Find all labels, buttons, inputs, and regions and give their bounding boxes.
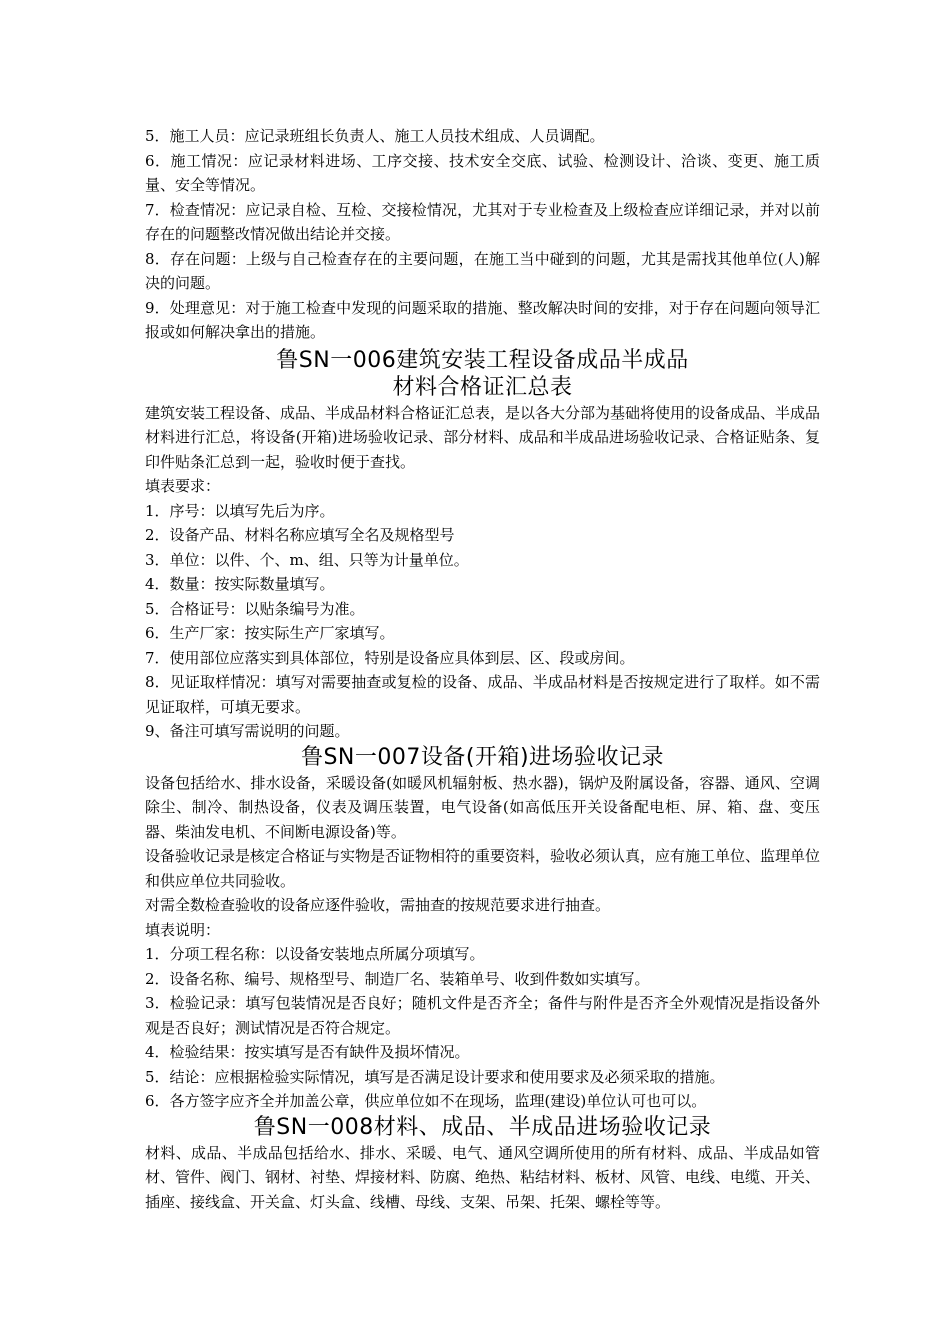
list-item: 5．施工人员：应记录班组长负责人、施工人员技术组成、人员调配。 (145, 127, 605, 145)
list-item: 3．单位：以件、个、m、组、只等为计量单位。 (145, 550, 469, 569)
list-item: 1．分项工程名称：以设备安装地点所属分项填写。 (145, 945, 485, 963)
list-item: 3．检验记录：填写包装情况是否良好；随机文件是否齐全；备件与附件是否齐全外观情况是指设备外观是否良好；测试情况是否符合规定。 (145, 994, 820, 1037)
section-007-paragraph: 设备包括给水、排水设备，采暖设备(如暖风机辐射板、热水器)，锅炉及附属设备，容器、通风、空调除尘、制冷、制热设备，仪表及调压装置，电气设备(如高低压开关设备配电柜、屏、箱、盘、变压器、柴油发电机、不间断电源设备)等。 (145, 773, 820, 841)
section-006-req-label: 填表要求： (145, 477, 221, 495)
list-item: 5．结论：应根据检验实际情况，填写是否满足设计要求和使用要求及必须采取的措施。 (145, 1067, 725, 1086)
list-item: 2．设备名称、编号、规格型号、制造厂名、装箱单号、收到件数如实填写。 (145, 969, 650, 988)
list-item: 8．存在问题：上级与自己检查存在的主要问题，在施工当中碰到的问题，尤其是需找其他单位(人)解决的问题。 (145, 249, 820, 292)
section-007-req-label: 填表说明： (145, 920, 221, 939)
list-item: 6．生产厂家：按实际生产厂家填写。 (145, 624, 395, 642)
section-007-paragraph: 对需全数检查验收的设备应逐件验收，需抽查的按规范要求进行抽查。 (145, 896, 611, 914)
list-item: 6．施工情况：应记录材料进场、工序交接、技术安全交底、试验、检测设计、洽谈、变更、施工质量、安全等情况。 (145, 151, 820, 194)
list-item: 1．序号：以填写先后为序。 (145, 501, 335, 520)
list-item: 2．设备产品、材料名称应填写全名及规格型号 (145, 526, 455, 544)
document-page (145, 124, 820, 1214)
section-007-paragraph: 设备验收记录是核定合格证与实物是否证物相符的重要资料，验收必须认真，应有施工单位、监理单位和供应单位共同验收。 (145, 847, 821, 890)
section-008-title: 鲁SN一008材料、成品、半成品进场验收记录 (253, 1114, 712, 1140)
section-008-intro: 材料、成品、半成品包括给水、排水、采暖、电气、通风空调所使用的所有材料、成品、半成品如管材、管件、阀门、钢材、衬垫、焊接材料、防腐、绝热、粘结材料、板材、风管、电线、电缆、开关、插座、接线盒、开关盒、灯头盒、线槽、母线、支架、吊架、托架、螺栓等等。 (145, 1143, 821, 1211)
list-item: 4．数量：按实际数量填写。 (145, 575, 335, 593)
list-item: 6．各方签字应齐全并加盖公章，供应单位如不在现场，监理(建设)单位认可也可以。 (145, 1092, 707, 1110)
section-006-intro: 建筑安装工程设备、成品、半成品材料合格证汇总表，是以各大分部为基础将使用的设备成品、半成品材料进行汇总，将设备(开箱)进场验收记录、部分材料、成品和半成品进场验收记录、合格证贴条、复印件贴条汇总到一起，验收时便于查找。 (145, 403, 821, 471)
list-item: 7．检查情况：应记录自检、互检、交接检情况，尤其对于专业检查及上级检查应详细记录，并对以前存在的问题整改情况做出结论并交接。 (145, 200, 820, 243)
list-item: 7．使用部位应落实到具体部位，特别是设备应具体到层、区、段或房间。 (145, 648, 635, 667)
list-item: 8．见证取样情况：填写对需要抽查或复检的设备、成品、半成品材料是否按规定进行了取样。如不需见证取样，可填无要求。 (145, 673, 820, 716)
list-item: 4．检验结果：按实填写是否有缺件及损坏情况。 (145, 1043, 470, 1061)
list-item: 5．合格证号：以贴条编号为准。 (145, 599, 365, 618)
section-006-title-line1: 鲁SN一006建筑安装工程设备成品半成品 (276, 347, 689, 373)
section-007-title: 鲁SN一007设备(开箱)进场验收记录 (300, 744, 665, 770)
list-item: 9、备注可填写需说明的问题。 (145, 722, 350, 740)
section-006-title-line2: 材料合格证汇总表 (392, 374, 573, 400)
list-item: 9．处理意见：对于施工检查中发现的问题采取的措施、整改解决时间的安排，对于存在问题向领导汇报或如何解决拿出的措施。 (145, 298, 820, 341)
